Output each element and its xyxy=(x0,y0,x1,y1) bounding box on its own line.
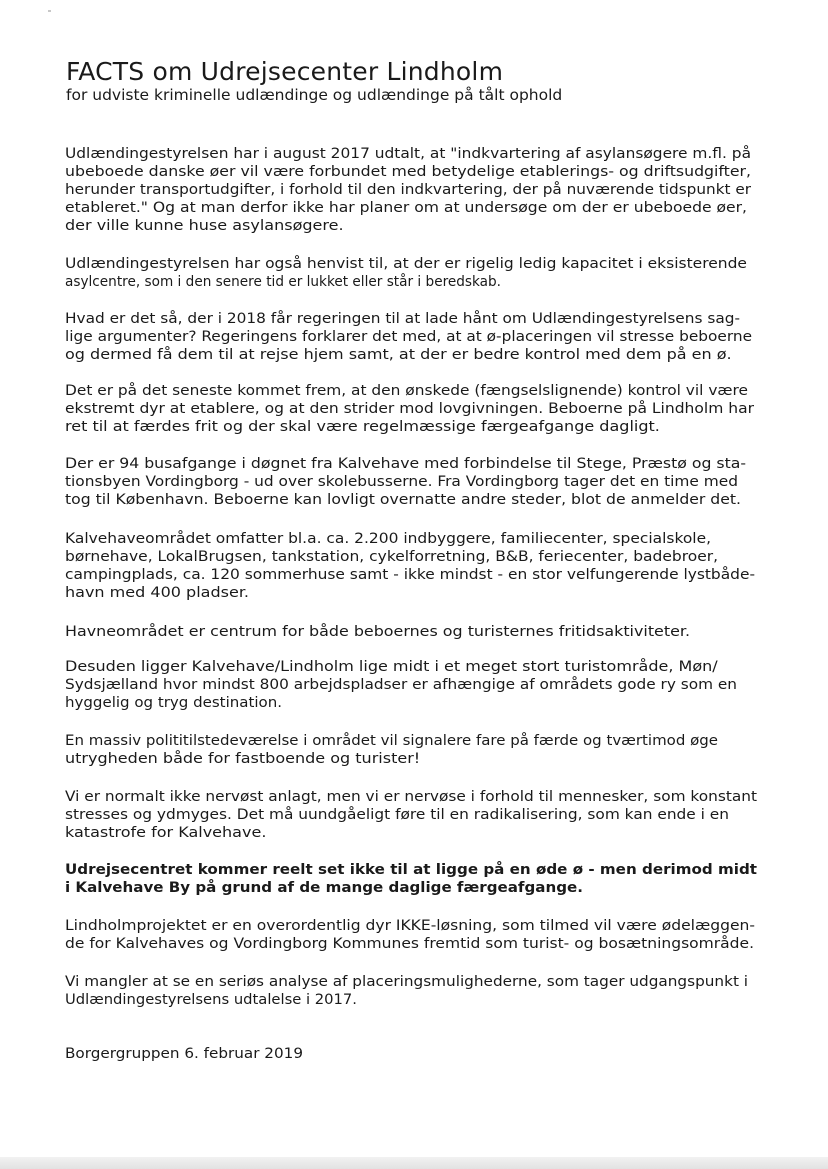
text-line: ekstremt dyr at etablere, og at den strider mod lovgivningen. Beboerne på Lindholm har xyxy=(65,401,754,417)
text-line: etableret." Og at man derfor ikke har planer om at undersøge om der er ubeboede øer, xyxy=(65,200,748,216)
text-line: Udlændingestyrelsens udtalelse i 2017. xyxy=(65,992,357,1008)
paragraph xyxy=(65,917,755,953)
text-line: Udlændingestyrelsen har i august 2017 udtalt, at "indkvartering af asylansøgere m.fl. på xyxy=(65,146,752,162)
text-line: Vi er normalt ikke nervøst anlagt, men vi er nervøse i forhold til mennesker, som konstant xyxy=(65,789,758,805)
text-line: Det er på det seneste kommet frem, at den ønskede (fængselslignende) kontrol vil være xyxy=(65,383,749,399)
paragraph xyxy=(65,973,749,1009)
paragraph xyxy=(65,382,754,436)
text-line: der ville kunne huse asylansøgere. xyxy=(65,218,344,234)
text-line: tionsbyen Vordingborg - ud over skolebusserne. Fra Vordingborg tager det en time med xyxy=(65,474,738,490)
paragraph xyxy=(65,658,738,712)
paragraph xyxy=(65,788,758,842)
text-line: asylcentre, som i den senere tid er lukket eller står i beredskab. xyxy=(65,274,501,290)
text-line: Sydsjælland hvor mindst 800 arbejdspladser er afhængige af områdets gode ry som en xyxy=(65,677,738,693)
text-line: de for Kalvehaves og Vordingborg Kommunes fremtid som turist- og bosætningsområde. xyxy=(65,936,755,952)
text-line: Borgergruppen 6. februar 2019 xyxy=(65,1046,303,1062)
paragraph xyxy=(65,732,718,768)
text-line: Kalvehaveområdet omfatter bl.a. ca. 2.200 indbyggere, familiecenter, specialskole, xyxy=(65,531,712,547)
paragraph xyxy=(65,145,752,235)
paragraph xyxy=(65,861,758,897)
text-line: havn med 400 pladser. xyxy=(65,585,250,601)
text-line: i Kalvehave By på grund af de mange daglige færgeafgange. xyxy=(65,880,583,896)
text-line: Udlændingestyrelsen har også henvist til, at der er rigelig ledig kapacitet i eksisterende xyxy=(65,256,747,272)
scan-speck xyxy=(48,10,51,12)
text-line: og dermed få dem til at rejse hjem samt, at der er bedre kontrol med dem på en ø. xyxy=(65,347,732,363)
text-line: lige argumenter? Regeringens forklarer det med, at at ø-placeringen vil stresse beboerne xyxy=(65,329,753,345)
text-line: En massiv polititilstedeværelse i området vil signalere fare på færde og tværtimod øge xyxy=(65,733,718,749)
text-line: stresses og ydmyges. Det må uundgåeligt føre til en radikalisering, som kan ende i en xyxy=(65,807,730,823)
text-line: ubeboede danske øer vil være forbundet med betydelige etablerings- og driftsudgifter, xyxy=(65,164,752,180)
text-line: Vi mangler at se en seriøs analyse af placeringsmulighederne, som tager udgangspunkt i xyxy=(65,974,749,990)
text-line: utrygheden både for fastboende og turister! xyxy=(65,751,421,767)
text-line: hyggelig og tryg destination. xyxy=(65,695,282,711)
text-line: herunder transportudgifter, i forhold til den indkvartering, der på nuværende tidspunkt er xyxy=(65,182,752,198)
text-line: Udrejsecentret kommer reelt set ikke til at ligge på en øde ø - men derimod midt xyxy=(65,862,758,878)
text-line: Lindholmprojektet er en overordentlig dyr IKKE-løsning, som tilmed vil være ødelæggen- xyxy=(65,918,755,934)
text-line: Der er 94 busafgange i døgnet fra Kalvehave med forbindelse til Stege, Præstø og sta- xyxy=(65,456,746,472)
text-line: tog til København. Beboerne kan lovligt overnatte andre steder, blot de anmelder det. xyxy=(65,492,742,508)
text-line: Desuden ligger Kalvehave/Lindholm lige midt i et meget stort turistområde, Møn/ xyxy=(65,659,718,675)
scan-bottom-edge xyxy=(0,1157,828,1169)
document-title: FACTS om Udrejsecenter Lindholm xyxy=(66,57,504,86)
text-line: Hvad er det så, der i 2018 får regeringen til at lade hånt om Udlændingestyrelsens sag- xyxy=(65,311,740,327)
paragraph xyxy=(65,530,756,602)
document-subtitle: for udviste kriminelle udlændinge og udlændinge på tålt ophold xyxy=(66,86,563,104)
text-line: ret til at færdes frit og der skal være regelmæssige færgeafgange dagligt. xyxy=(65,419,660,435)
text-line: campingplads, ca. 120 sommerhuse samt - ikke mindst - en stor velfungerende lystbåde- xyxy=(65,567,756,583)
text-line: katastrofe for Kalvehave. xyxy=(65,825,267,841)
paragraph xyxy=(65,310,753,364)
text-line: Havneområdet er centrum for både beboernes og turisternes fritidsaktiviteter. xyxy=(65,624,691,640)
paragraph xyxy=(65,623,691,641)
paragraph xyxy=(65,255,747,291)
text-line: børnehave, LokalBrugsen, tankstation, cykelforretning, B&B, feriecenter, badebroer, xyxy=(65,549,719,565)
paragraph xyxy=(65,1045,303,1063)
paragraph xyxy=(65,455,746,509)
